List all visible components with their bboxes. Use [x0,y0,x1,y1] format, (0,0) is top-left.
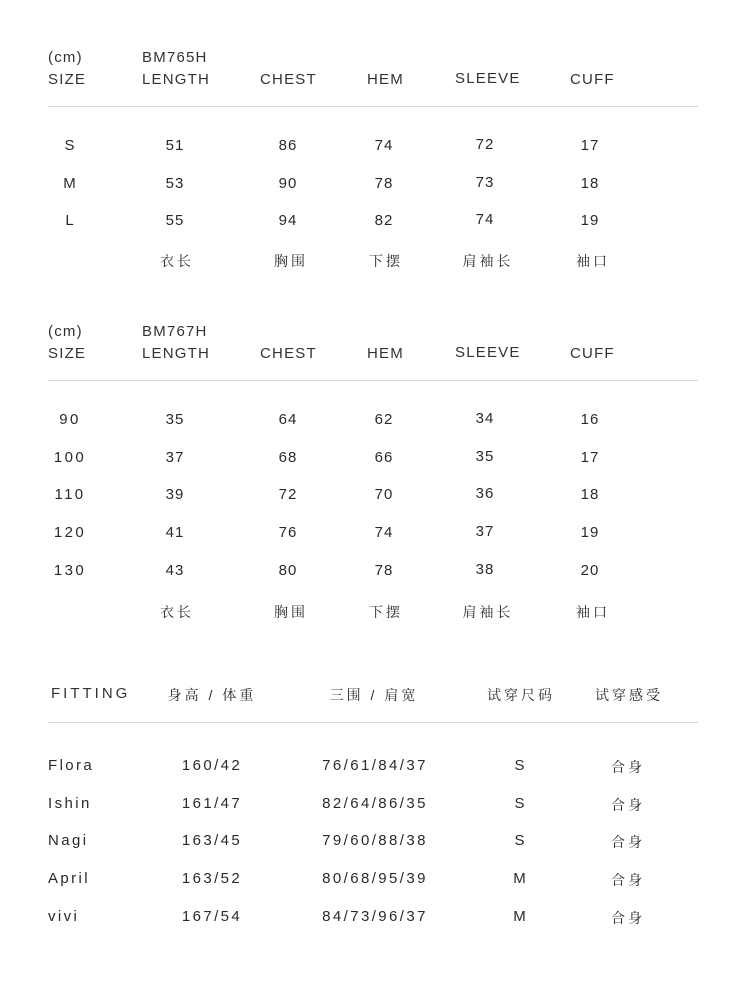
cn-label-sleeve: 肩袖长 [462,253,514,269]
cn-label-length: 衣长 [160,253,194,269]
cuff-cell: 17 [580,449,600,466]
hem-cell: 78 [374,175,394,192]
chest-cell: 94 [278,212,298,229]
measurements-cell: 84/73/96/37 [322,908,428,925]
fit-cell: 合身 [611,797,645,813]
height-weight-cell: 160/42 [181,757,243,774]
cuff-cell: 16 [580,411,600,428]
sleeve-cell: 37 [475,523,495,540]
header-divider [48,106,698,107]
column-header-cuff: CUFF [570,345,615,362]
column-header-hem: HEM [367,71,404,88]
chest-cell: 90 [278,175,298,192]
column-header-chest: CHEST [260,71,317,88]
sleeve-cell: 36 [475,485,495,502]
fit-cell: 合身 [611,759,645,775]
model-name: vivi [48,908,80,925]
height-weight-cell: 167/54 [181,908,243,925]
model-name: April [48,870,91,887]
size-cell: M [513,908,527,925]
sleeve-cell: 34 [475,410,495,427]
length-cell: 39 [165,486,185,503]
sleeve-cell: 72 [475,136,495,153]
model-code: BM767H [142,323,208,340]
size-cell: 100 [53,449,87,466]
model-name: Ishin [48,795,92,812]
size-cell: S [514,832,526,849]
column-header-try-size: 试穿尺码 [487,687,555,703]
hem-cell: 74 [374,137,394,154]
fit-cell: 合身 [611,872,645,888]
unit-label: (cm) [48,323,83,340]
cn-label-length: 衣长 [160,604,194,620]
hem-cell: 78 [374,562,394,579]
chest-cell: 86 [278,137,298,154]
column-header-fit-feeling: 试穿感受 [595,687,663,703]
chest-cell: 68 [278,449,298,466]
size-cell: 120 [53,524,87,541]
column-header-sleeve: SLEEVE [455,344,521,361]
height-weight-cell: 161/47 [181,795,243,812]
measurements-cell: 80/68/95/39 [322,870,428,887]
sleeve-cell: 35 [475,448,495,465]
column-header-sleeve: SLEEVE [455,70,521,87]
chest-cell: 72 [278,486,298,503]
size-cell: 130 [53,562,87,579]
length-cell: 37 [165,449,185,466]
chest-cell: 64 [278,411,298,428]
cn-label-hem: 下摆 [369,604,403,620]
sleeve-cell: 74 [475,211,495,228]
length-cell: 43 [165,562,185,579]
cn-label-cuff: 袖口 [576,253,610,269]
size-cell: 90 [59,411,81,428]
column-header-measurements: 三围 / 肩宽 [329,687,419,703]
cn-label-hem: 下摆 [369,253,403,269]
size-cell: S [514,757,526,774]
model-name: Nagi [48,832,89,849]
header-divider [48,722,698,723]
size-cell: M [63,175,77,192]
height-weight-cell: 163/52 [181,870,243,887]
column-header-length: LENGTH [142,71,211,88]
cuff-cell: 18 [580,175,600,192]
length-cell: 41 [165,524,185,541]
length-cell: 55 [165,212,185,229]
length-cell: 53 [165,175,185,192]
size-cell: S [514,795,526,812]
measurements-cell: 82/64/86/35 [322,795,428,812]
cuff-cell: 20 [580,562,600,579]
model-name: Flora [48,757,95,774]
hem-cell: 74 [374,524,394,541]
cuff-cell: 19 [580,212,600,229]
hem-cell: 82 [374,212,394,229]
height-weight-cell: 163/45 [181,832,243,849]
hem-cell: 62 [374,411,394,428]
model-code: BM765H [142,49,208,66]
size-header: SIZE [48,345,87,362]
cn-label-chest: 胸围 [274,253,308,269]
cn-label-cuff: 袖口 [576,604,610,620]
column-header-cuff: CUFF [570,71,615,88]
column-header-hem: HEM [367,345,404,362]
hem-cell: 66 [374,449,394,466]
hem-cell: 70 [374,486,394,503]
unit-label: (cm) [48,49,83,66]
size-cell: S [64,137,76,154]
length-cell: 35 [165,411,185,428]
cn-label-sleeve: 肩袖长 [462,604,514,620]
column-header-chest: CHEST [260,345,317,362]
column-header-length: LENGTH [142,345,211,362]
chest-cell: 80 [278,562,298,579]
size-cell: M [513,870,527,887]
sleeve-cell: 73 [475,174,495,191]
chest-cell: 76 [278,524,298,541]
cuff-cell: 17 [580,137,600,154]
size-cell: L [65,212,75,229]
measurements-cell: 79/60/88/38 [322,832,428,849]
cuff-cell: 18 [580,486,600,503]
cuff-cell: 19 [580,524,600,541]
fit-cell: 合身 [611,834,645,850]
fit-cell: 合身 [611,910,645,926]
size-header: SIZE [48,71,87,88]
sleeve-cell: 38 [475,561,495,578]
length-cell: 51 [165,137,185,154]
size-cell: 110 [54,486,86,503]
column-header-height-weight: 身高 / 体重 [167,687,257,703]
cn-label-chest: 胸围 [274,604,308,620]
measurements-cell: 76/61/84/37 [322,757,428,774]
header-divider [48,380,698,381]
column-header-fitting: FITTING [51,685,131,702]
